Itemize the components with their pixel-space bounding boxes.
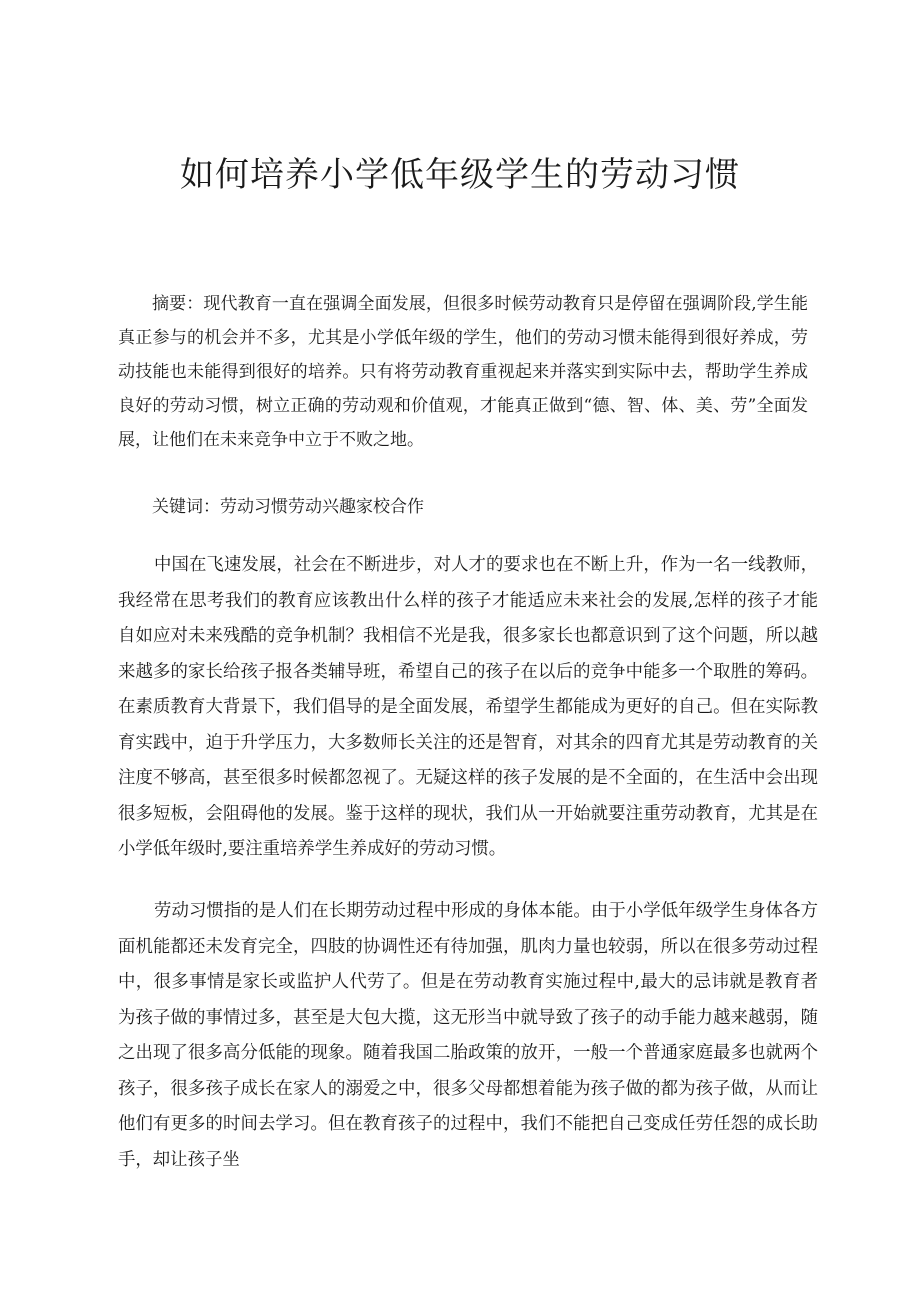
keywords-line: 关键词：劳动习惯劳动兴趣家校合作 — [152, 497, 424, 517]
body-paragraph-2: 劳动习惯指的是人们在长期劳动过程中形成的身体本能。由于小学低年级学生身体各方面机能都还未发育完全，四肢的协调性还有待加强，肌肉力量也较弱，所以在很多劳动过程中，很多事情是家长或监护人代劳了。但是在劳动教育实施过程中,最大的忌讳就是教育者为孩子做的事情过多，甚至是大包大揽，这无形当中就导致了孩子的动手能力越来越弱，随之出现了很多高分低能的现象。随着我国二胎政策的放开，一般一个普通家庭最多也就两个孩子，很多孩子成长在家人的溺爱之中，很多父母都想着能为孩子做的都为孩子做，从而让他们有更多的时间去学习。但在教育孩子的过程中，我们不能把自己变成任劳任怨的成长助手，却让孩子坐 — [118, 901, 818, 1170]
document-title: 如何培养小学低年级学生的劳动习惯 — [180, 155, 740, 195]
abstract-paragraph: 摘要：现代教育一直在强调全面发展，但很多时候劳动教育只是停留在强调阶段,学生能真正参与的机会并不多，尤其是小学低年级的学生，他们的劳动习惯未能得到很好养成，劳动技能也未能得到很好的培养。只有将劳动教育重视起来并落实到实际中去，帮助学生养成良好的劳动习惯，树立正确的劳动观和价值观，才能真正做到“德、智、体、美、劳”全面发展，让他们在未来竞争中立于不败之地。 — [118, 294, 808, 450]
body-paragraph-1: 中国在飞速发展，社会在不断进步，对人才的要求也在不断上升，作为一名一线教师，我经常在思考我们的教育应该教出什么样的孩子才能适应未来社会的发展,怎样的孩子才能自如应对未来残酷的竞争机制？我相信不光是我，很多家长也都意识到了这个问题，所以越来越多的家长给孩子报各类辅导班，希望自己的孩子在以后的竞争中能多一个取胜的筹码。在素质教育大背景下，我们倡导的是全面发展，希望学生都能成为更好的自己。但在实际教育实践中，迫于升学压力，大多数师长关注的还是智育，对其余的四育尤其是劳动教育的关注度不够高，甚至很多时候都忽视了。无疑这样的孩子发展的是不全面的，在生活中会出现很多短板，会阻碍他的发展。鉴于这样的现状，我们从一开始就要注重劳动教育，尤其是在小学低年级时,要注重培养学生养成好的劳动习惯。 — [118, 555, 818, 859]
